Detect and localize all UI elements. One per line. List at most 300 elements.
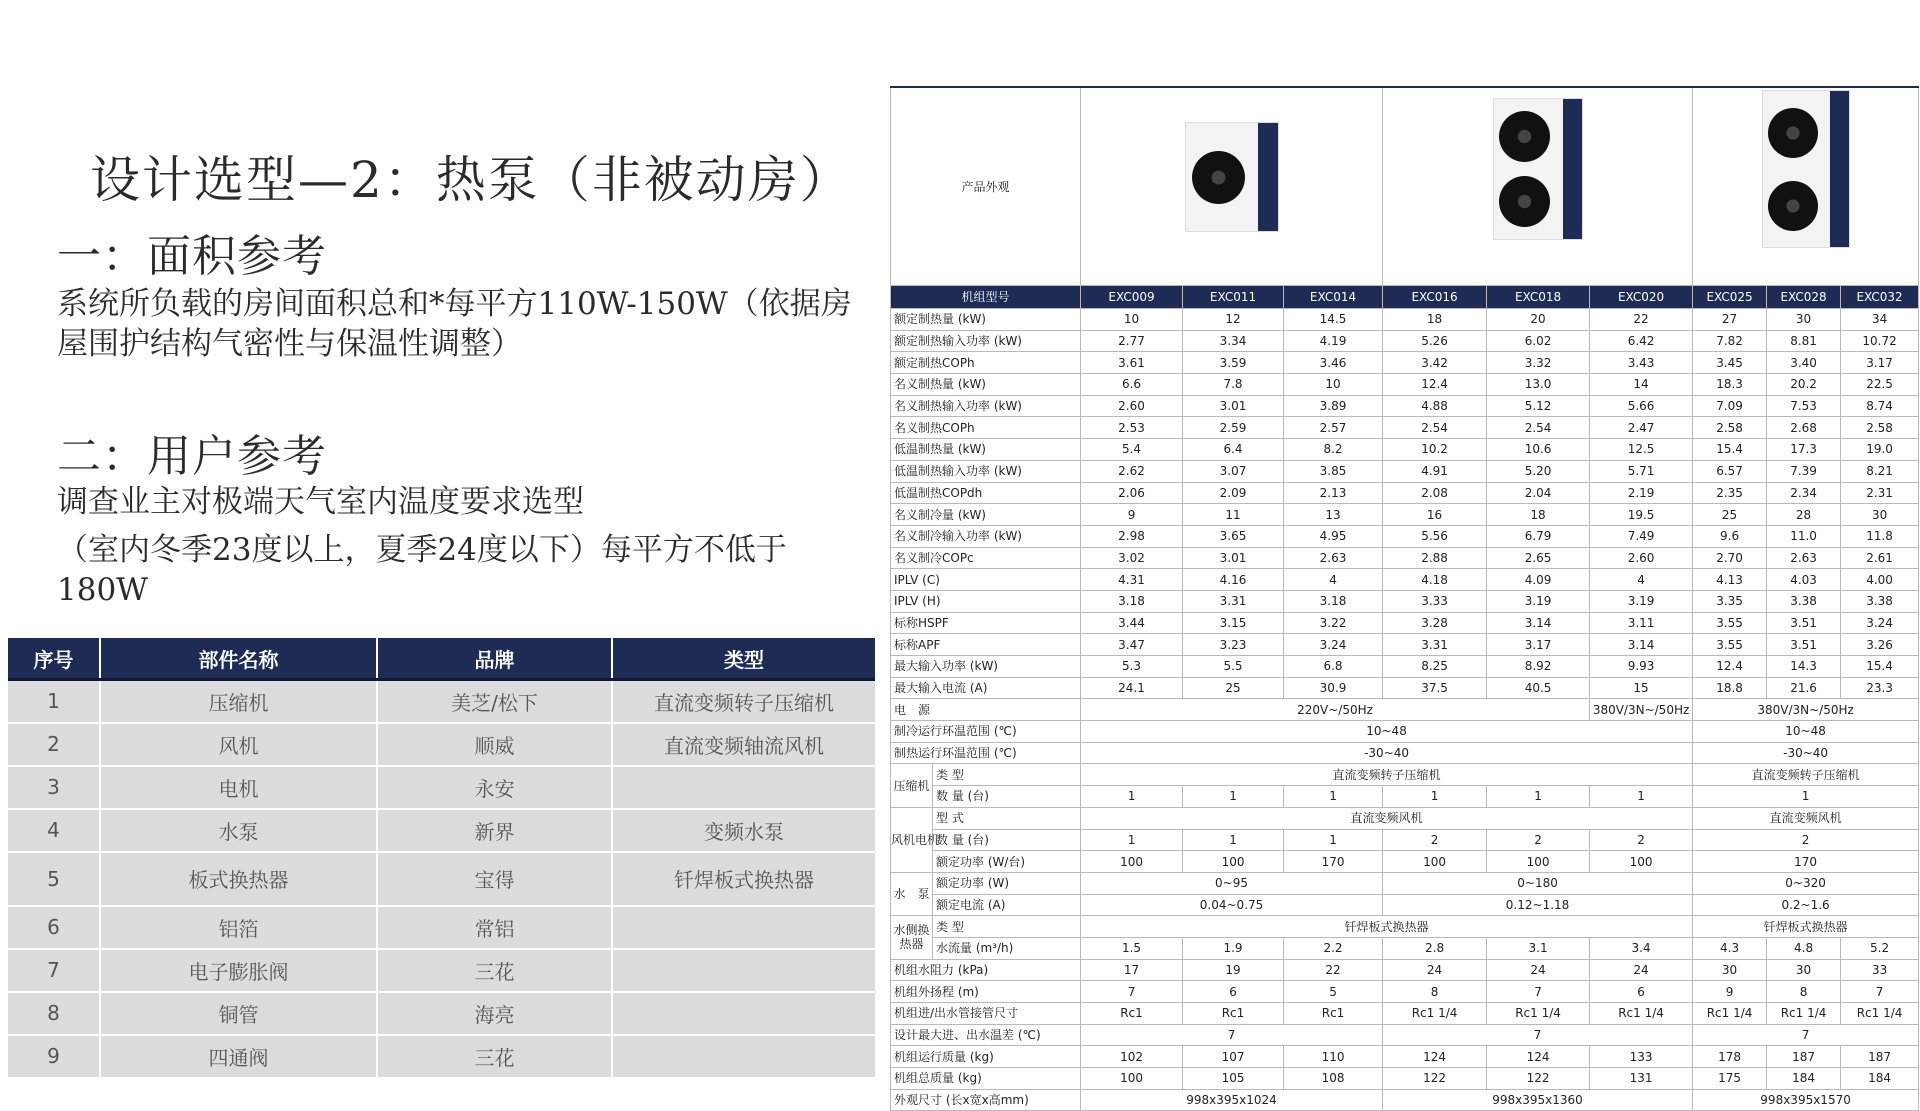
parts-cell: 电机	[100, 766, 377, 809]
spec-cell: 2.60	[1081, 395, 1183, 417]
spec-cell: 5.20	[1487, 460, 1590, 482]
spec-label: 机组水阻力 (kPa)	[891, 959, 1081, 981]
spec-cell: 4.19	[1284, 330, 1383, 352]
parts-header-cell: 类型	[612, 638, 875, 680]
appearance-label: 产品外观	[891, 87, 1081, 286]
spec-cell: 2.98	[1081, 525, 1183, 547]
spec-cell: 3.24	[1841, 612, 1919, 634]
spec-cell: 18.3	[1693, 374, 1767, 396]
heat-pump-image	[1762, 90, 1850, 248]
spec-cell: Rc1 1/4	[1841, 1003, 1919, 1025]
spec-cell: 3.18	[1081, 590, 1183, 612]
spec-cell: 3.65	[1183, 525, 1284, 547]
spec-cell: -30~40	[1081, 742, 1693, 764]
spec-cell: 7.49	[1590, 525, 1693, 547]
spec-cell: 9	[1693, 981, 1767, 1003]
spec-label: 机组外扬程 (m)	[891, 981, 1081, 1003]
parts-cell	[612, 992, 875, 1035]
spec-label: 低温制热输入功率 (kW)	[891, 460, 1081, 482]
spec-row	[891, 569, 1919, 591]
spec-cell: 18	[1383, 309, 1487, 331]
spec-cell: 12.4	[1693, 656, 1767, 678]
spec-row	[891, 547, 1919, 569]
spec-cell: 20	[1487, 309, 1590, 331]
spec-cell: 2.58	[1693, 417, 1767, 439]
spec-cell: 3.02	[1081, 547, 1183, 569]
spec-cell: 3.18	[1284, 590, 1383, 612]
parts-cell	[612, 906, 875, 949]
spec-cell: 2.19	[1590, 482, 1693, 504]
parts-cell: 板式换热器	[100, 852, 377, 906]
spec-cell: 3.1	[1487, 937, 1590, 959]
parts-cell: 水泵	[100, 809, 377, 852]
spec-cell: 3.28	[1383, 612, 1487, 634]
spec-cell: 3.55	[1693, 634, 1767, 656]
spec-cell: 直流变频风机	[1081, 807, 1693, 829]
spec-cell: 7	[1693, 1024, 1919, 1046]
spec-cell: 6.6	[1081, 374, 1183, 396]
spec-cell: 3.15	[1183, 612, 1284, 634]
spec-cell: 2.53	[1081, 417, 1183, 439]
spec-cell: 187	[1767, 1046, 1841, 1068]
spec-cell: 3.14	[1590, 634, 1693, 656]
spec-cell: 2.58	[1841, 417, 1919, 439]
spec-label: 最大输入功率 (kW)	[891, 656, 1081, 678]
spec-cell: 6	[1590, 981, 1693, 1003]
spec-row	[891, 937, 1919, 959]
spec-cell: 3.4	[1590, 937, 1693, 959]
model-name: EXC009	[1081, 286, 1183, 309]
spec-cell: 380V/3N~/50Hz	[1590, 699, 1693, 721]
spec-cell: 12	[1183, 309, 1284, 331]
spec-cell: 7.8	[1183, 374, 1284, 396]
spec-cell: 30.9	[1284, 677, 1383, 699]
parts-cell: 美芝/松下	[377, 680, 612, 723]
spec-label: 名义制冷COPc	[891, 547, 1081, 569]
spec-cell: 2.35	[1693, 482, 1767, 504]
spec-row	[891, 742, 1919, 764]
spec-cell: 124	[1383, 1046, 1487, 1068]
spec-row	[891, 894, 1919, 916]
spec-cell: 1.9	[1183, 937, 1284, 959]
parts-cell: 顺威	[377, 723, 612, 766]
spec-cell: 0.2~1.6	[1693, 894, 1919, 916]
spec-cell: 3.45	[1693, 352, 1767, 374]
spec-row	[891, 1024, 1919, 1046]
spec-cell: 1	[1590, 786, 1693, 808]
spec-cell: 105	[1183, 1068, 1284, 1090]
spec-cell: 5.3	[1081, 656, 1183, 678]
parts-cell: 6	[8, 906, 100, 949]
spec-cell: 4.13	[1693, 569, 1767, 591]
spec-cell: 3.17	[1487, 634, 1590, 656]
spec-cell: 10.6	[1487, 439, 1590, 461]
parts-cell: 三花	[377, 1035, 612, 1078]
spec-cell: 2.09	[1183, 482, 1284, 504]
spec-cell: 7	[1841, 981, 1919, 1003]
parts-body	[8, 680, 875, 1078]
spec-cell: 131	[1590, 1068, 1693, 1090]
parts-row	[8, 723, 875, 766]
spec-row	[891, 1068, 1919, 1090]
spec-cell: 3.38	[1841, 590, 1919, 612]
parts-row	[8, 1035, 875, 1078]
spec-cell: 22	[1284, 959, 1383, 981]
spec-cell: Rc1 1/4	[1487, 1003, 1590, 1025]
spec-label: 类 型	[933, 916, 1081, 938]
spec-cell: 2.54	[1383, 417, 1487, 439]
spec-row	[891, 699, 1919, 721]
spec-cell: 6	[1183, 981, 1284, 1003]
spec-cell: 4.88	[1383, 395, 1487, 417]
spec-label: 标称HSPF	[891, 612, 1081, 634]
parts-cell: 宝得	[377, 852, 612, 906]
spec-cell: 122	[1383, 1068, 1487, 1090]
spec-cell: 3.34	[1183, 330, 1284, 352]
spec-cell: 5.56	[1383, 525, 1487, 547]
spec-cell: 11	[1183, 504, 1284, 526]
spec-cell: 2.2	[1284, 937, 1383, 959]
spec-cell: 10	[1081, 309, 1183, 331]
spec-cell: 19	[1183, 959, 1284, 981]
spec-cell: 100	[1487, 851, 1590, 873]
parts-header-cell: 序号	[8, 638, 100, 680]
spec-cell: 3.31	[1183, 590, 1284, 612]
parts-header-cell: 部件名称	[100, 638, 377, 680]
spec-cell: 13.0	[1487, 374, 1590, 396]
spec-cell: 3.32	[1487, 352, 1590, 374]
spec-cell: 5.4	[1081, 439, 1183, 461]
section2-line1: 调查业主对极端天气室内温度要求选型	[57, 484, 584, 520]
spec-cell: 184	[1767, 1068, 1841, 1090]
spec-cell: 18	[1487, 504, 1590, 526]
spec-cell: 3.46	[1284, 352, 1383, 374]
spec-cell: Rc1 1/4	[1383, 1003, 1487, 1025]
group-label: 压缩机	[891, 764, 933, 807]
group-label: 水 泵	[891, 872, 933, 915]
spec-cell: 23.3	[1841, 677, 1919, 699]
spec-cell: 3.42	[1383, 352, 1487, 374]
spec-cell: 13	[1284, 504, 1383, 526]
spec-cell: 15.4	[1693, 439, 1767, 461]
spec-cell: 8.74	[1841, 395, 1919, 417]
spec-cell: 14.5	[1284, 309, 1383, 331]
spec-row	[891, 590, 1919, 612]
spec-cell: 8	[1383, 981, 1487, 1003]
spec-label: 型 式	[933, 807, 1081, 829]
parts-row	[8, 949, 875, 992]
spec-row	[891, 634, 1919, 656]
spec-cell: 4.3	[1693, 937, 1767, 959]
spec-row	[891, 807, 1919, 829]
model-header-row	[891, 286, 1919, 309]
spec-cell: 2.04	[1487, 482, 1590, 504]
spec-label: 额定制热量 (kW)	[891, 309, 1081, 331]
spec-cell: 1	[1183, 829, 1284, 851]
spec-cell: 5.26	[1383, 330, 1487, 352]
parts-header-row	[8, 638, 875, 680]
spec-cell: Rc1	[1284, 1003, 1383, 1025]
spec-cell: 178	[1693, 1046, 1767, 1068]
parts-cell: 风机	[100, 723, 377, 766]
spec-cell: 19.0	[1841, 439, 1919, 461]
parts-row	[8, 766, 875, 809]
spec-cell: 6.02	[1487, 330, 1590, 352]
spec-cell: 10~48	[1081, 721, 1693, 743]
spec-cell: 100	[1590, 851, 1693, 873]
spec-cell: 2.88	[1383, 547, 1487, 569]
spec-cell: 122	[1487, 1068, 1590, 1090]
spec-cell: 8.81	[1767, 330, 1841, 352]
spec-row	[891, 677, 1919, 699]
spec-cell: 3.17	[1841, 352, 1919, 374]
spec-label: 设计最大进、出水温差 (℃)	[891, 1024, 1081, 1046]
spec-row	[891, 764, 1919, 786]
section1-heading: 一：面积参考	[57, 231, 327, 282]
spec-row	[891, 916, 1919, 938]
spec-cell: 22.5	[1841, 374, 1919, 396]
parts-row	[8, 992, 875, 1035]
spec-cell: 12.5	[1590, 439, 1693, 461]
model-label: 机组型号	[891, 286, 1081, 309]
spec-row	[891, 1089, 1919, 1111]
spec-row	[891, 395, 1919, 417]
spec-row	[891, 309, 1919, 331]
model-name: EXC014	[1284, 286, 1383, 309]
spec-cell: 28	[1767, 504, 1841, 526]
spec-cell: 3.61	[1081, 352, 1183, 374]
unit-side-panel	[1830, 91, 1849, 247]
fan-icon	[1768, 181, 1818, 231]
model-name: EXC020	[1590, 286, 1693, 309]
spec-cell: 2.68	[1767, 417, 1841, 439]
spec-cell: 4.31	[1081, 569, 1183, 591]
spec-cell: 2.62	[1081, 460, 1183, 482]
spec-cell: 15	[1590, 677, 1693, 699]
spec-cell: 24.1	[1081, 677, 1183, 699]
spec-cell: 3.40	[1767, 352, 1841, 374]
spec-cell: 7.53	[1767, 395, 1841, 417]
spec-label: 水流量 (m³/h)	[933, 937, 1081, 959]
parts-cell: 常铝	[377, 906, 612, 949]
spec-cell: 0~95	[1081, 872, 1383, 894]
parts-cell: 1	[8, 680, 100, 723]
spec-cell: 1	[1693, 786, 1919, 808]
spec-cell: 14	[1590, 374, 1693, 396]
spec-row	[891, 482, 1919, 504]
spec-cell: -30~40	[1693, 742, 1919, 764]
spec-row	[891, 1046, 1919, 1068]
spec-cell: 107	[1183, 1046, 1284, 1068]
spec-cell: 1	[1284, 829, 1383, 851]
spec-cell: 6.4	[1183, 439, 1284, 461]
parts-cell: 三花	[377, 949, 612, 992]
spec-cell: 22	[1590, 309, 1693, 331]
spec-cell: 7	[1487, 981, 1590, 1003]
parts-cell: 新界	[377, 809, 612, 852]
model-name: EXC018	[1487, 286, 1590, 309]
spec-cell: 5.5	[1183, 656, 1284, 678]
spec-table	[890, 86, 1919, 1111]
spec-label: 额定电流 (A)	[933, 894, 1081, 916]
spec-cell: 2.31	[1841, 482, 1919, 504]
parts-cell: 铜管	[100, 992, 377, 1035]
spec-cell: 7.82	[1693, 330, 1767, 352]
spec-cell: 220V~/50Hz	[1081, 699, 1590, 721]
spec-cell: 15.4	[1841, 656, 1919, 678]
spec-cell: 108	[1284, 1068, 1383, 1090]
spec-cell: 3.01	[1183, 395, 1284, 417]
spec-row	[891, 851, 1919, 873]
spec-cell: Rc1 1/4	[1693, 1003, 1767, 1025]
spec-cell: 40.5	[1487, 677, 1590, 699]
spec-cell: 10~48	[1693, 721, 1919, 743]
spec-cell: 2	[1693, 829, 1919, 851]
spec-cell: 3.07	[1183, 460, 1284, 482]
parts-cell: 电子膨胀阀	[100, 949, 377, 992]
spec-row	[891, 612, 1919, 634]
page-title: 设计选型—2：热泵（非被动房）	[90, 151, 852, 209]
fan-icon	[1768, 108, 1818, 158]
spec-cell: 6.79	[1487, 525, 1590, 547]
spec-label: IPLV (C)	[891, 569, 1081, 591]
spec-label: 名义制冷量 (kW)	[891, 504, 1081, 526]
parts-cell: 直流变频轴流风机	[612, 723, 875, 766]
spec-cell: 2.06	[1081, 482, 1183, 504]
spec-cell: 8	[1767, 981, 1841, 1003]
spec-cell: 30	[1767, 309, 1841, 331]
spec-label: 类 型	[933, 764, 1081, 786]
spec-cell: 9.6	[1693, 525, 1767, 547]
parts-cell: 7	[8, 949, 100, 992]
spec-cell: 30	[1767, 959, 1841, 981]
spec-row	[891, 656, 1919, 678]
spec-cell: 30	[1841, 504, 1919, 526]
spec-label: 数 量 (台)	[933, 829, 1081, 851]
spec-cell: 5	[1284, 981, 1383, 1003]
model-name: EXC032	[1841, 286, 1919, 309]
parts-cell: 2	[8, 723, 100, 766]
spec-label: 数 量 (台)	[933, 786, 1081, 808]
spec-cell: 998x395x1570	[1693, 1089, 1919, 1111]
spec-cell: 998x395x1360	[1383, 1089, 1693, 1111]
spec-cell: 8.21	[1841, 460, 1919, 482]
spec-cell: 0.04~0.75	[1081, 894, 1383, 916]
parts-table	[8, 638, 875, 1079]
parts-row	[8, 680, 875, 723]
spec-cell: 10	[1284, 374, 1383, 396]
spec-cell: 3.33	[1383, 590, 1487, 612]
spec-cell: 175	[1693, 1068, 1767, 1090]
spec-cell: 2.57	[1284, 417, 1383, 439]
parts-cell: 直流变频转子压缩机	[612, 680, 875, 723]
parts-cell	[612, 1035, 875, 1078]
section2-line2: （室内冬季23度以上，夏季24度以下）每平方不低于180W	[57, 532, 787, 608]
spec-cell: 钎焊板式换热器	[1693, 916, 1919, 938]
parts-row	[8, 852, 875, 906]
heat-pump-image	[1493, 98, 1583, 240]
spec-cell: 5.2	[1841, 937, 1919, 959]
spec-label: 标称APF	[891, 634, 1081, 656]
spec-cell: 3.11	[1590, 612, 1693, 634]
spec-label: 名义制热量 (kW)	[891, 374, 1081, 396]
spec-cell: 4	[1590, 569, 1693, 591]
spec-cell: 6.42	[1590, 330, 1693, 352]
spec-cell: 380V/3N~/50Hz	[1693, 699, 1919, 721]
spec-label: 机组运行质量 (kg)	[891, 1046, 1081, 1068]
spec-cell: 3.31	[1383, 634, 1487, 656]
spec-body	[891, 87, 1919, 1111]
spec-cell: 33	[1841, 959, 1919, 981]
spec-cell: 11.8	[1841, 525, 1919, 547]
spec-cell: 3.22	[1284, 612, 1383, 634]
parts-header-cell: 品牌	[377, 638, 612, 680]
spec-row	[891, 721, 1919, 743]
appearance-cell	[1383, 87, 1693, 286]
spec-cell: 0~180	[1383, 872, 1693, 894]
spec-row	[891, 352, 1919, 374]
spec-cell: 2	[1590, 829, 1693, 851]
spec-cell: 100	[1183, 851, 1284, 873]
spec-row	[891, 374, 1919, 396]
spec-cell: 6.8	[1284, 656, 1383, 678]
spec-cell: 直流变频风机	[1693, 807, 1919, 829]
spec-cell: 4	[1284, 569, 1383, 591]
spec-label: 机组总质量 (kg)	[891, 1068, 1081, 1090]
spec-cell: 3.19	[1487, 590, 1590, 612]
spec-label: 额定功率 (W)	[933, 872, 1081, 894]
spec-cell: 1	[1383, 786, 1487, 808]
spec-cell: 25	[1693, 504, 1767, 526]
spec-row	[891, 981, 1919, 1003]
spec-row	[891, 829, 1919, 851]
model-name: EXC011	[1183, 286, 1284, 309]
spec-label: 制热运行环温范围 (℃)	[891, 742, 1081, 764]
spec-cell: 7	[1383, 1024, 1693, 1046]
appearance-cell	[1081, 87, 1383, 286]
spec-cell: 3.35	[1693, 590, 1767, 612]
section1-text: 系统所负载的房间面积总和*每平方110W-150W（依据房屋围护结构气密性与保温性调整）	[57, 286, 852, 362]
spec-cell: 18.8	[1693, 677, 1767, 699]
parts-cell: 8	[8, 992, 100, 1035]
spec-cell: 3.89	[1284, 395, 1383, 417]
spec-cell: 2.34	[1767, 482, 1841, 504]
spec-cell: 9.93	[1590, 656, 1693, 678]
left-panel	[0, 0, 880, 1080]
spec-cell: 100	[1081, 1068, 1183, 1090]
spec-row	[891, 330, 1919, 352]
heat-pump-image	[1185, 122, 1279, 232]
fan-icon	[1499, 111, 1550, 162]
spec-cell: 2.65	[1487, 547, 1590, 569]
spec-cell: 3.44	[1081, 612, 1183, 634]
spec-cell: 5.66	[1590, 395, 1693, 417]
spec-label: IPLV (H)	[891, 590, 1081, 612]
unit-side-panel	[1563, 99, 1582, 239]
spec-cell: 直流变频转子压缩机	[1693, 764, 1919, 786]
spec-label: 机组进/出水管接管尺寸	[891, 1003, 1081, 1025]
spec-cell: 2	[1487, 829, 1590, 851]
spec-cell: 184	[1841, 1068, 1919, 1090]
spec-cell: 3.23	[1183, 634, 1284, 656]
spec-row	[891, 786, 1919, 808]
spec-cell: 2.60	[1590, 547, 1693, 569]
spec-cell: 998x395x1024	[1081, 1089, 1383, 1111]
spec-cell: 2.13	[1284, 482, 1383, 504]
spec-cell: 37.5	[1383, 677, 1487, 699]
spec-cell: 24	[1383, 959, 1487, 981]
spec-cell: 3.14	[1487, 612, 1590, 634]
